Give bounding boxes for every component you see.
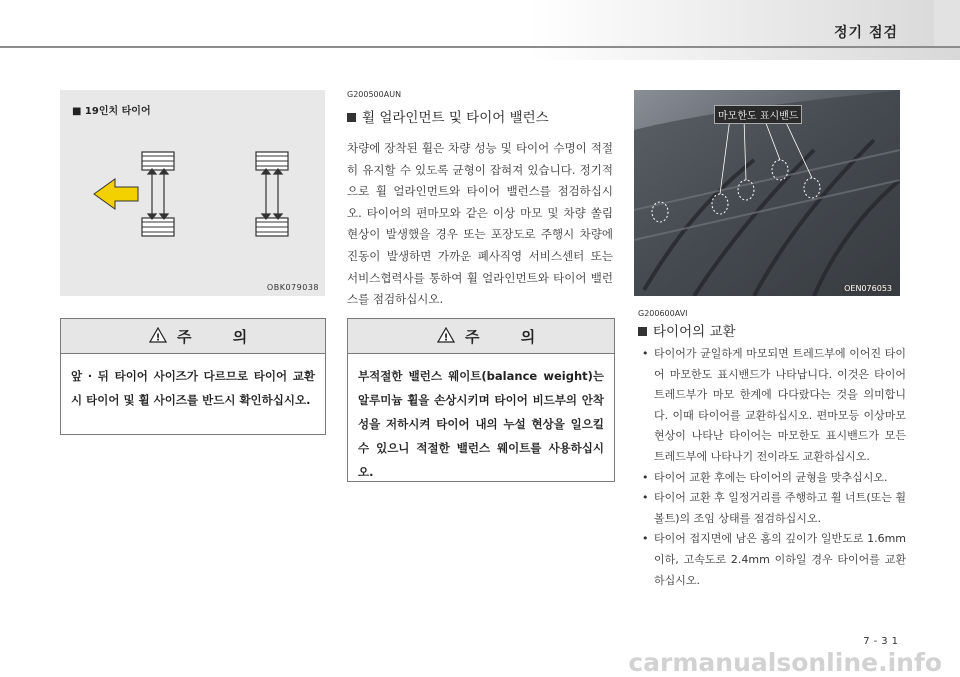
caution-box-tire-size — [60, 318, 326, 435]
footer — [0, 648, 960, 677]
watermark: carmanualsonline.info — [628, 648, 942, 677]
section-heading-text: 휠 얼라인먼트 및 타이어 밸런스 — [362, 110, 549, 126]
swap-arrows-left-icon — [148, 169, 168, 219]
figure-code: OBK079038 — [266, 283, 319, 292]
wear-band-label: 마모한도 표시밴드 — [714, 105, 802, 124]
tire-rear-left-icon — [142, 218, 174, 236]
caution-box-balance-weight — [347, 318, 615, 482]
section-code: G200600AVI — [638, 309, 688, 318]
warning-triangle-icon — [437, 327, 455, 343]
caution-text: 앞 · 뒤 타이어 사이즈가 다르므로 타이어 교환 시 타이어 및 휠 사이즈를 반드시 확인하십시오. — [71, 369, 315, 407]
list-item: • 타이어 접지면에 남은 홈의 깊이가 일반도로 1.6mm 이하, 고속도로 2.4mm 이하일 경우 타이어를 교환하십시오. — [638, 529, 906, 591]
list-item: • 타이어가 균일하게 마모되면 트레드부에 이어진 타이어 마모한도 표시밴드가 나타납니다. 이것은 타이어 트레드부가 마모 한계에 다다랐다는 것을 의미합니다. 이때 타이어를 교환하십시오. 편마모등 이상마모 현상이 나타난 타이어는 마모한도 표시밴드가 모든 트레드부에 나타나기 전이라도 교환하십시오. — [638, 344, 906, 468]
vehicle-front-arrow-icon — [94, 179, 138, 209]
list-item: • 타이어 교환 후 일정거리를 주행하고 휠 너트(또는 휠 볼트)의 조임 상태를 점검하십시오. — [638, 488, 906, 529]
svg-text:!: ! — [443, 332, 449, 343]
caution-header — [348, 319, 614, 354]
header-rule — [0, 46, 960, 48]
caution-title: 주 의 — [177, 328, 266, 346]
section-heading-tire-replacement — [638, 320, 736, 340]
heading-square-icon — [347, 113, 356, 122]
heading-square-icon — [638, 327, 647, 336]
section-heading-wheel-alignment — [347, 106, 549, 126]
tire-front-left-icon — [142, 152, 174, 170]
caution-text: 부적절한 밸런스 웨이트(balance weight)는 알루미늄 휠을 손상시키며 타이어 비드부의 안착성을 저하시켜 타이어 내의 누설 현상을 일으킬 수 있으니 적절한 밸런스 웨이트를 사용하십시오. — [358, 369, 604, 479]
tire-rotation-figure — [60, 90, 325, 296]
section-heading-text: 타이어의 교환 — [653, 324, 736, 340]
header-corner-tab — [934, 0, 960, 48]
figure-caption: ■ 19인치 타이어 — [72, 106, 151, 117]
tire-rotation-diagram — [60, 90, 325, 296]
tire-replacement-list — [638, 344, 906, 591]
section-code: G200500AUN — [347, 90, 402, 99]
warning-triangle-icon — [149, 327, 167, 343]
figure-code: OEN076053 — [844, 284, 892, 293]
header-bar — [0, 0, 960, 60]
tire-front-right-icon — [256, 152, 288, 170]
page-number: 7-31 — [863, 636, 902, 647]
tread-wear-indicator-photo — [634, 90, 900, 296]
caution-title: 주 의 — [465, 328, 554, 346]
caution-header — [61, 319, 325, 354]
tire-rear-right-icon — [256, 218, 288, 236]
page-section-title: 정기 점검 — [834, 25, 898, 41]
list-item: • 타이어 교환 후에는 타이어의 균형을 맞추십시오. — [638, 468, 906, 489]
section-body-wheel-alignment: 차량에 장착된 휠은 차량 성능 및 타이어 수명이 적절히 유지할 수 있도록 균형이 잡혀져 있습니다. 정기적으로 휠 얼라인먼트와 타이어 밸런스를 점검하십시오. 타이어의 편마모와 같은 이상 마모 및 차량 쏠림 현상이 발생했을 경우 또는 포장도로 주행시 차량에 진동이 발생하면 가까운 폐사직영 서비스센터 또는 서비스협력사를 통하여 휠 얼라인먼트와 타이어 밸런스를 점검하십시오. — [347, 141, 613, 307]
svg-text:!: ! — [155, 332, 161, 343]
swap-arrows-right-icon — [262, 169, 282, 219]
